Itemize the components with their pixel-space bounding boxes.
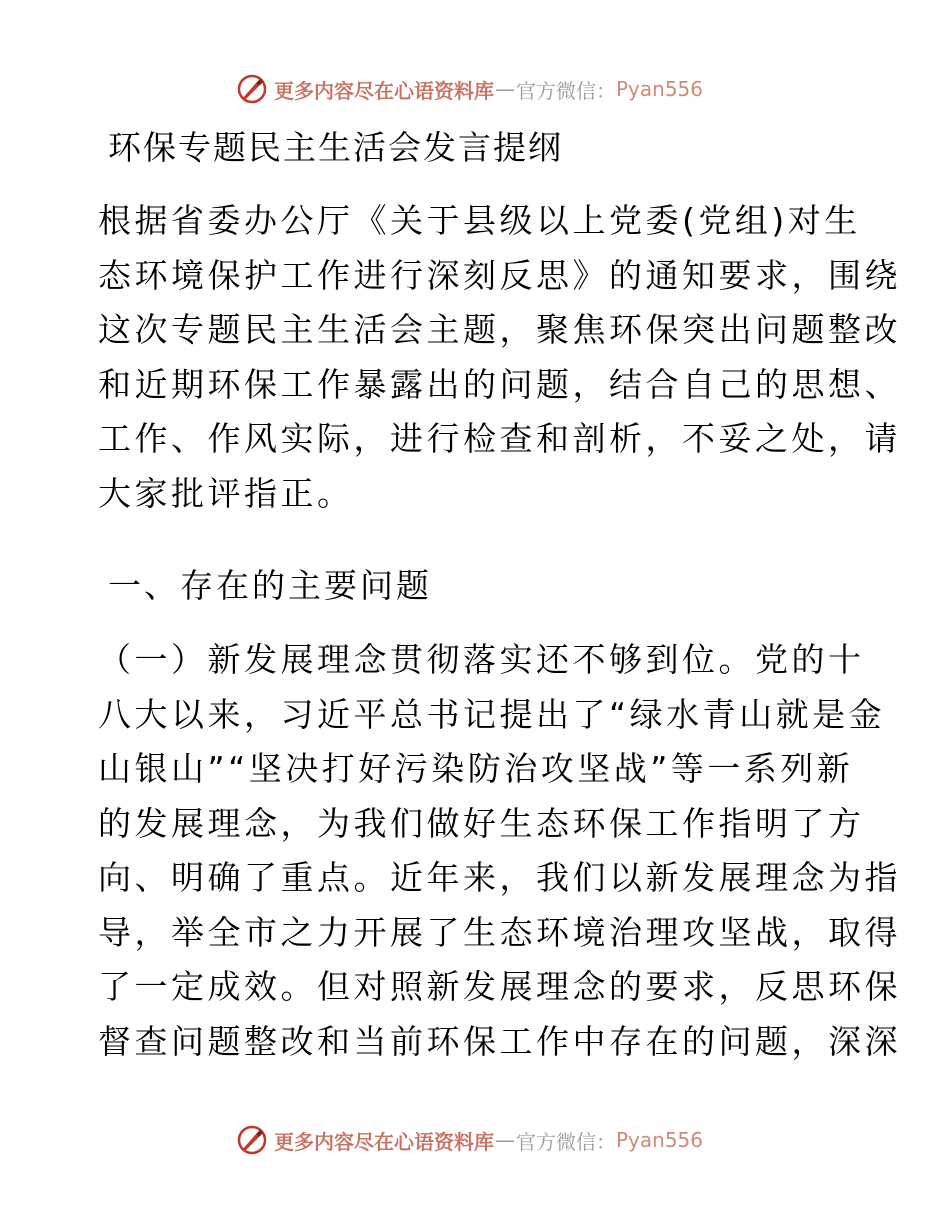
text-line: 督查问题整改和当前环保工作中存在的问题，深深	[98, 1021, 901, 1061]
watermark-account: Pyan556	[616, 77, 704, 101]
text-line: 这次专题民主生活会主题，聚焦环保突出问题整改	[98, 310, 901, 349]
document-title: 环保专题民主生活会发言提纲	[108, 128, 563, 167]
pen-logo-icon	[236, 1124, 268, 1156]
watermark-sub-text: 官方微信：	[516, 78, 616, 103]
watermark-footer	[236, 1123, 703, 1157]
text-line: 根据省委办公厅《关于县级以上党委(党组)对生	[98, 201, 861, 240]
text-line: 八大以来，习近平总书记提出了“绿水青山就是金	[98, 694, 886, 734]
text-line: 向、明确了重点。近年来，我们以新发展理念为指	[98, 858, 901, 897]
watermark-header	[236, 72, 703, 106]
text-line: 和近期环保工作暴露出的问题，结合自己的思想、	[98, 364, 901, 404]
watermark-main-text: 更多内容尽在心语资料库	[274, 78, 494, 103]
watermark-account: Pyan556	[616, 1128, 704, 1152]
section-paragraph	[98, 633, 901, 1069]
text-line: 态环境保护工作进行深刻反思》的通知要求，围绕	[98, 255, 901, 295]
watermark-dash: —	[495, 1128, 515, 1152]
section-heading: 一、存在的主要问题	[108, 566, 432, 605]
watermark-sub-text: 官方微信：	[516, 1129, 616, 1154]
intro-paragraph	[98, 194, 901, 521]
watermark-dash: —	[495, 77, 515, 101]
text-line: 工作、作风实际，进行检查和剖析，不妥之处，请	[98, 419, 901, 458]
text-line: 的发展理念，为我们做好生态环保工作指明了方	[98, 803, 865, 843]
text-line: 山银山”“坚决打好污染防治攻坚战”等一系列新	[98, 749, 854, 788]
text-line: 了一定成效。但对照新发展理念的要求，反思环保	[98, 967, 901, 1006]
watermark-main-text: 更多内容尽在心语资料库	[274, 1129, 494, 1154]
pen-logo-icon	[236, 73, 268, 105]
text-line: 大家批评指正。	[98, 473, 354, 513]
text-line: （一）新发展理念贯彻落实还不够到位。党的十	[98, 640, 865, 679]
text-line: 导，举全市之力开展了生态环境治理攻坚战，取得	[98, 912, 901, 952]
